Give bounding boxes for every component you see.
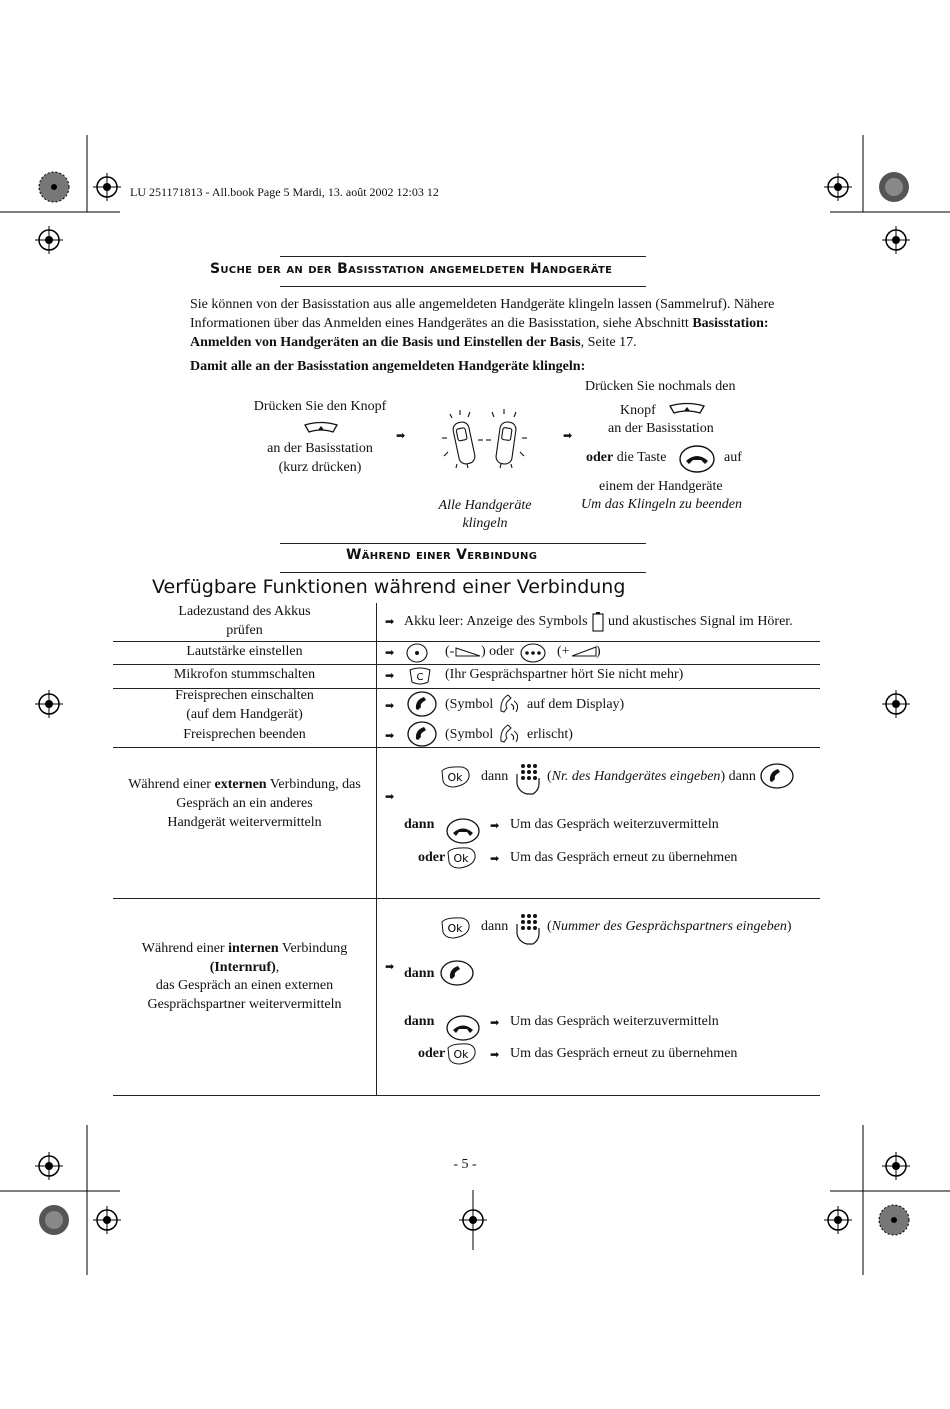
- step2-line2: klingeln: [462, 516, 508, 531]
- step3-line6: Um das Klingeln zu beenden: [581, 497, 742, 512]
- step3-line4: oder die Taste: [586, 450, 667, 465]
- ok-key-label: Ok: [447, 771, 463, 784]
- vol-a: (-: [445, 644, 455, 659]
- para-line-1: Sie können von der Basisstation aus alle angemeldeten Handgeräte klingeln lassen (Sammelruf). Nähere: [190, 297, 775, 312]
- ringing-handsets-icon: [440, 408, 530, 472]
- table-bottom-rule: [113, 1095, 820, 1096]
- volume-up-key-icon: [520, 643, 546, 663]
- row-battery-label-2: prüfen: [226, 623, 263, 638]
- arrow-icon: ➡: [385, 790, 395, 803]
- c-key-icon: [408, 666, 432, 686]
- handsfree-symbol-icon: [498, 692, 522, 714]
- running-header: LU 251171813 - All.book Page 5 Mardi, 13. août 2002 12:03 12: [130, 185, 439, 199]
- arrow-icon: ➡: [385, 669, 395, 682]
- row-battery-label-1: Ladezustand des Akkus: [178, 604, 311, 619]
- ext-label-1: Während einer externen Verbindung, das: [128, 777, 361, 792]
- instruction: Damit alle an der Basisstation angemeldeten Handgeräte klingeln:: [190, 359, 586, 374]
- step3-line5: einem der Handgeräte: [599, 479, 723, 494]
- section2-title: Während einer Verbindung: [346, 547, 538, 563]
- arrow-icon: ➡: [563, 429, 573, 442]
- c-key-label: C: [416, 672, 424, 683]
- title-rule-top: [280, 256, 646, 257]
- ok-key-icon: [440, 765, 472, 789]
- title-rule-bottom: [280, 286, 646, 287]
- ext-label-3: Handgerät weitervermitteln: [167, 815, 322, 830]
- call-key-icon: [760, 762, 794, 790]
- call-key-icon: [407, 690, 437, 718]
- functions-subtitle: Verfügbare Funktionen während einer Verbindung: [152, 576, 626, 598]
- ok-key-label: Ok: [453, 1048, 469, 1061]
- hangup-key-icon: [446, 818, 480, 844]
- step3-line1: Drücken Sie nochmals den: [585, 379, 736, 394]
- arrow-icon: ➡: [490, 1016, 500, 1029]
- ext-dann: dann: [481, 769, 509, 784]
- page-number: - 5 -: [453, 1157, 477, 1172]
- step1-line1: Drücken Sie den Knopf: [253, 399, 387, 414]
- ok-key-icon: [446, 846, 478, 870]
- row-handsfree-label-1: Freisprechen einschalten: [175, 688, 314, 703]
- int-result-1: Um das Gespräch weiterzuvermitteln: [510, 1014, 719, 1029]
- int-dann-2: dann: [404, 966, 435, 981]
- table-divider: [376, 603, 377, 1095]
- step3-line2: Knopf: [620, 403, 656, 418]
- ok-key-icon: [440, 916, 472, 940]
- handsfree-symbol-icon: [498, 722, 522, 744]
- volume-low-icon: [455, 646, 481, 658]
- keypad-icon: [513, 762, 543, 796]
- section1-title: Suche der an der Basisstation angemeldeten Handgeräte: [210, 261, 613, 277]
- int-result-2: Um das Gespräch erneut zu übernehmen: [510, 1046, 738, 1061]
- ext-dann-2: dann: [404, 817, 435, 832]
- ok-key-label: Ok: [453, 852, 469, 865]
- ext-result-1: Um das Gespräch weiterzuvermitteln: [510, 817, 719, 832]
- step3-auf: auf: [724, 450, 742, 465]
- row-handsfree-text-2: auf dem Display): [527, 697, 625, 712]
- vol-b: ) oder: [481, 644, 515, 659]
- row-handsfree-end-text: (Symbol: [445, 727, 494, 742]
- arrow-icon: ➡: [490, 1048, 500, 1061]
- base-page-button-icon: [303, 421, 339, 435]
- row-divider: [113, 747, 820, 748]
- step3-line3: an der Basisstation: [608, 421, 714, 436]
- call-key-icon: [407, 720, 437, 748]
- battery-empty-icon: [592, 611, 604, 633]
- row-battery-text: Akku leer: Anzeige des Symbols: [404, 614, 588, 629]
- row-volume-label: Lautstärke einstellen: [186, 644, 303, 659]
- int-label-4: Gesprächspartner weitervermitteln: [147, 997, 342, 1012]
- ok-key-label: Ok: [447, 922, 463, 935]
- row-battery-text-2: und akustisches Signal im Hörer.: [608, 614, 793, 629]
- volume-down-key-icon: [406, 643, 428, 663]
- para-line-3: Anmelden von Handgeräten an die Basis und Einstellen der Basis, Seite 17.: [190, 335, 637, 350]
- hangup-key-icon: [678, 444, 716, 474]
- step1-line2: an der Basisstation: [267, 441, 373, 456]
- row-divider: [113, 641, 820, 642]
- arrow-icon: ➡: [396, 429, 406, 442]
- title-rule-top: [280, 543, 646, 544]
- vol-d: ): [596, 644, 601, 659]
- step2-line1: Alle Handgeräte: [438, 498, 532, 513]
- int-label-3: das Gespräch an einen externen: [155, 978, 334, 993]
- row-handsfree-end-text-2: erlischt): [527, 727, 573, 742]
- ext-oder: oder: [418, 850, 446, 865]
- ok-key-icon: [446, 1042, 478, 1066]
- volume-high-icon: [571, 646, 597, 658]
- vol-c: (+: [557, 644, 570, 659]
- step1-line3: (kurz drücken): [278, 460, 362, 475]
- row-mute-label: Mikrofon stummschalten: [173, 667, 316, 682]
- base-page-button-icon: [668, 402, 706, 416]
- arrow-icon: ➡: [385, 646, 395, 659]
- row-mute-text: (Ihr Gesprächspartner hört Sie nicht mehr): [445, 667, 684, 682]
- int-dann-3: dann: [404, 1014, 435, 1029]
- row-divider: [113, 664, 820, 665]
- para-line-2: Informationen über das Anmelden eines Handgerätes an die Basisstation, siehe Abschnitt Basisstation:: [190, 316, 769, 331]
- row-divider: [113, 898, 820, 899]
- int-label-1: Während einer internen Verbindung: [141, 941, 348, 956]
- title-rule-bottom: [280, 572, 646, 573]
- arrow-icon: ➡: [490, 852, 500, 865]
- int-label-2: (Internruf),: [209, 960, 280, 975]
- int-dann: dann: [481, 919, 509, 934]
- hangup-key-icon: [446, 1015, 480, 1041]
- int-number-text: (Nummer des Gesprächspartners eingeben): [547, 919, 792, 934]
- arrow-icon: ➡: [385, 615, 395, 628]
- ext-result-2: Um das Gespräch erneut zu übernehmen: [510, 850, 738, 865]
- call-key-icon: [440, 959, 474, 987]
- arrow-icon: ➡: [490, 819, 500, 832]
- arrow-icon: ➡: [385, 699, 395, 712]
- int-oder: oder: [418, 1046, 446, 1061]
- row-handsfree-end-label: Freisprechen beenden: [183, 727, 306, 742]
- arrow-icon: ➡: [385, 729, 395, 742]
- ext-number-text: (Nr. des Handgerätes eingeben) dann: [547, 769, 756, 784]
- arrow-icon: ➡: [385, 960, 395, 973]
- keypad-icon: [513, 912, 543, 946]
- ext-label-2: Gespräch an ein anderes: [176, 796, 313, 811]
- row-handsfree-label-2: (auf dem Handgerät): [186, 707, 303, 722]
- row-handsfree-text: (Symbol: [445, 697, 494, 712]
